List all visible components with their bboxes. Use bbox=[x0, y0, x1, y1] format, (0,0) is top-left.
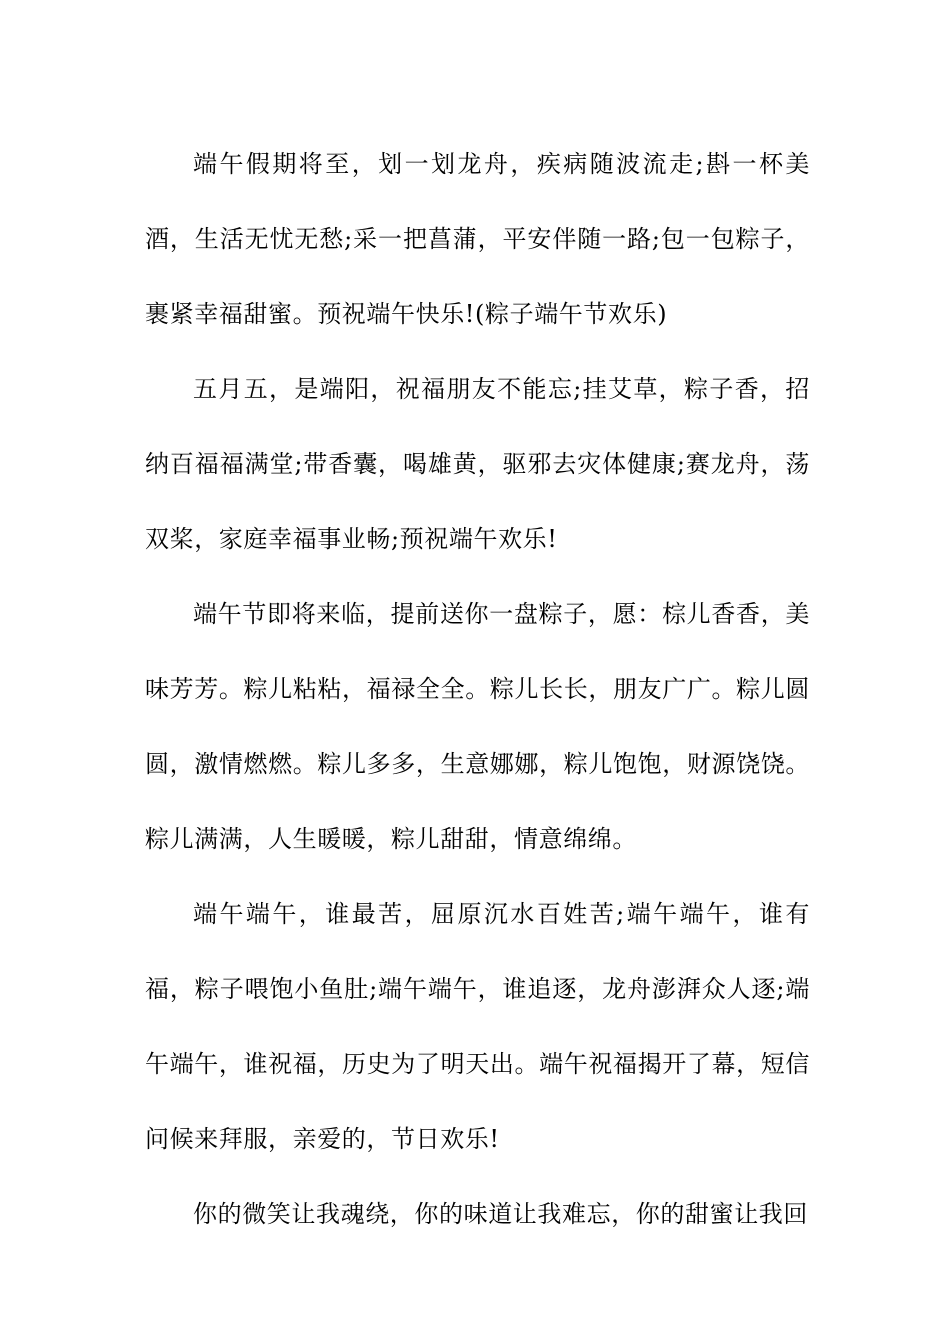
paragraph-3: 端午节即将来临，提前送你一盘粽子，愿：棕儿香香，美味芳芳。粽儿粘粘，福禄全全。粽儿长长，朋友广广。粽儿圆圆，激情燃燃。粽儿多多，生意娜娜，粽儿饱饱，财源饶饶。粽儿满满，人生暖暖，粽儿甜甜，情意绵绵。 bbox=[145, 600, 810, 853]
paragraph-2: 五月五，是端阳，祝福朋友不能忘;挂艾草，粽子香，招纳百福福满堂;带香囊，喝雄黄，驱邪去灾体健康;赛龙舟，荡双桨，家庭幸福事业畅;预祝端午欢乐! bbox=[145, 375, 810, 553]
document-body bbox=[145, 127, 810, 1252]
paragraph-5: 你的微笑让我魂绕，你的味道让我难忘，你的甜蜜让我回 bbox=[193, 1200, 808, 1228]
paragraph-1: 端午假期将至，划一划龙舟，疾病随波流走;斟一杯美酒，生活无忧无愁;采一把菖蒲，平安伴随一路;包一包粽子，裹紧幸福甜蜜。预祝端午快乐!(粽子端午节欢乐) bbox=[145, 150, 810, 328]
paragraph-4: 端午端午，谁最苦，屈原沉水百姓苦;端午端午，谁有福，粽子喂饱小鱼肚;端午端午，谁追逐，龙舟澎湃众人逐;端午端午，谁祝福，历史为了明天出。端午祝福揭开了幕，短信问候来拜服，亲爱的，节日欢乐! bbox=[145, 900, 810, 1153]
